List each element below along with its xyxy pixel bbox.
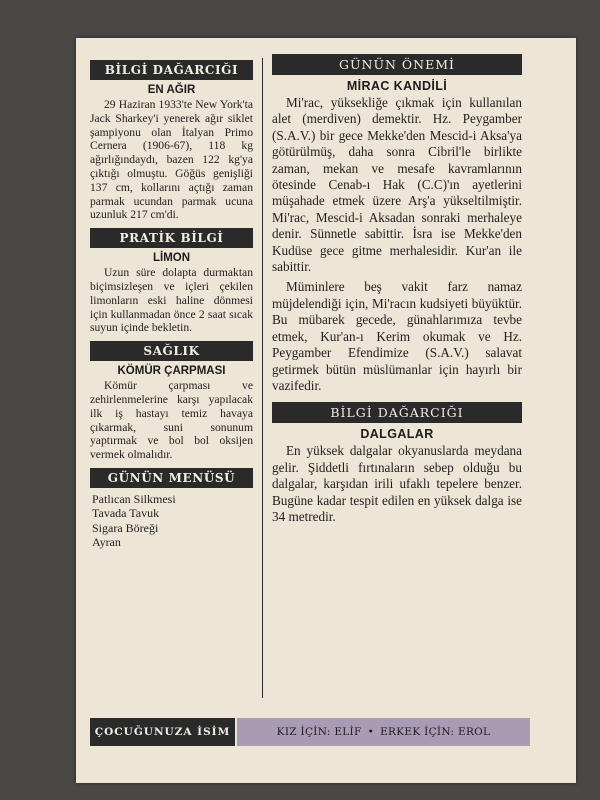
menu-item: Ayran	[92, 535, 121, 550]
article-title: LİMON	[152, 252, 191, 265]
gunun-menusu-section	[90, 468, 253, 550]
section-header: BİLGİ DAĞARCIĞI	[90, 60, 253, 80]
menu-list	[90, 492, 253, 550]
article-title: MİRAC KANDİLİ	[346, 79, 448, 93]
article-body: Uzun süre dolapta durmaktan biçimsizleşen ve içleri çekilen limonların eski haline dönmesi için kullanmadan önce 2 saat sıcak suyun içinde bekletin.	[90, 266, 253, 335]
girl-name: KIZ İÇİN: ELİF	[276, 726, 362, 738]
article-title: DALGALAR	[360, 427, 434, 442]
article-paragraph: Mi'rac, yüksekliğe çıkmak için kullanılan alet (merdiven) demektir. Hz. Peygamber (S.A.V.) bir gece Mekke'den Mescid-i Aksa'ya götürülmüş, daha sonra Cibril'le birlikte zaman, mekan ve mesafe kavramlarının ötesinde Cenab-ı Hak (C.C)'ın ayetlerini müşahade etmek üzere Arş'a yükseltilmiştir. Mi'rac, Mescid-i Aksadan sonraki merhaleye denir. Sünnetle sabittir. İsra ise Mekke'den Kudüse gece gitme merhalesidir. Kur'an ile sabittir.	[272, 95, 522, 275]
bilgi-dagarcigi-section	[90, 60, 253, 222]
footer-label: ÇOCUĞUNUZA İSİM	[90, 718, 235, 746]
article-body: En yüksek dalgalar okyanuslarda meydana gelir. Şiddetli fırtınaların sebep olduğu bu dalgalar, karşıdan irili ufaklı tepelere benzer. Bugüne kadar tespit edilen en yüksek dalga ise 34 metredir.	[272, 443, 522, 524]
section-header: GÜNÜN ÖNEMİ	[272, 54, 522, 75]
footer-names	[235, 718, 530, 746]
left-column	[90, 60, 253, 556]
saglik-section	[90, 341, 253, 462]
article-title: KÖMÜR ÇARPMASI	[117, 365, 226, 378]
menu-item: Patlıcan Silkmesi	[92, 491, 176, 506]
name-suggestion-footer	[90, 718, 530, 746]
article-paragraph: Müminlere beş vakit farz namaz müjdelendiği için, Mi'racın kudsiyeti büyüktür. Bu mübarek gecede, günahlarımıza tevbe etmek, Kur'an-ı Kerim okumak ve Hz. Peygamber Efendimize (S.A.V.) salavat getirmek bütün müslümanlar için hayırlı bir vazifedir.	[272, 279, 522, 393]
menu-item: Sigara Böreği	[92, 520, 159, 535]
article-body: Kömür çarpması ve zehirlenmelerine karşı yapılacak ilk iş hastayı temiz havaya çıkarmak, suni sonunum yaptırmak ve bol bol oksijen vermek olmalıdır.	[90, 379, 253, 462]
menu-item: Tavada Tavuk	[92, 506, 160, 521]
newspaper-clipping	[76, 38, 576, 783]
article-body: 29 Haziran 1933'te New York'ta Jack Sharkey'i yenerek ağır siklet şampiyonu olan İtalyan Primo Cernera (1906-67), 118 kg ağırlığındaydı, bazen 122 kg'ya çıktığı olmuştu. Göğüs genişliği 137 cm, kollarını açtığı zaman parmak ucundan parmak ucuna uzunluk 217 cm'di.	[90, 98, 253, 222]
bilgi-dagarcigi-2-section	[272, 402, 522, 525]
boy-name: ERKEK İÇİN: EROL	[380, 726, 491, 738]
pratik-bilgi-section	[90, 228, 253, 335]
section-header: SAĞLIK	[90, 341, 253, 361]
section-header: BİLGİ DAĞARCIĞI	[272, 402, 522, 423]
gunun-onemi-section	[272, 54, 522, 394]
section-header: PRATİK BİLGİ	[90, 228, 253, 248]
separator-dot: •	[367, 726, 375, 738]
column-divider	[262, 58, 263, 698]
right-column	[272, 54, 522, 531]
article-title: EN AĞIR	[147, 84, 196, 96]
section-header: GÜNÜN MENÜSÜ	[90, 468, 253, 488]
